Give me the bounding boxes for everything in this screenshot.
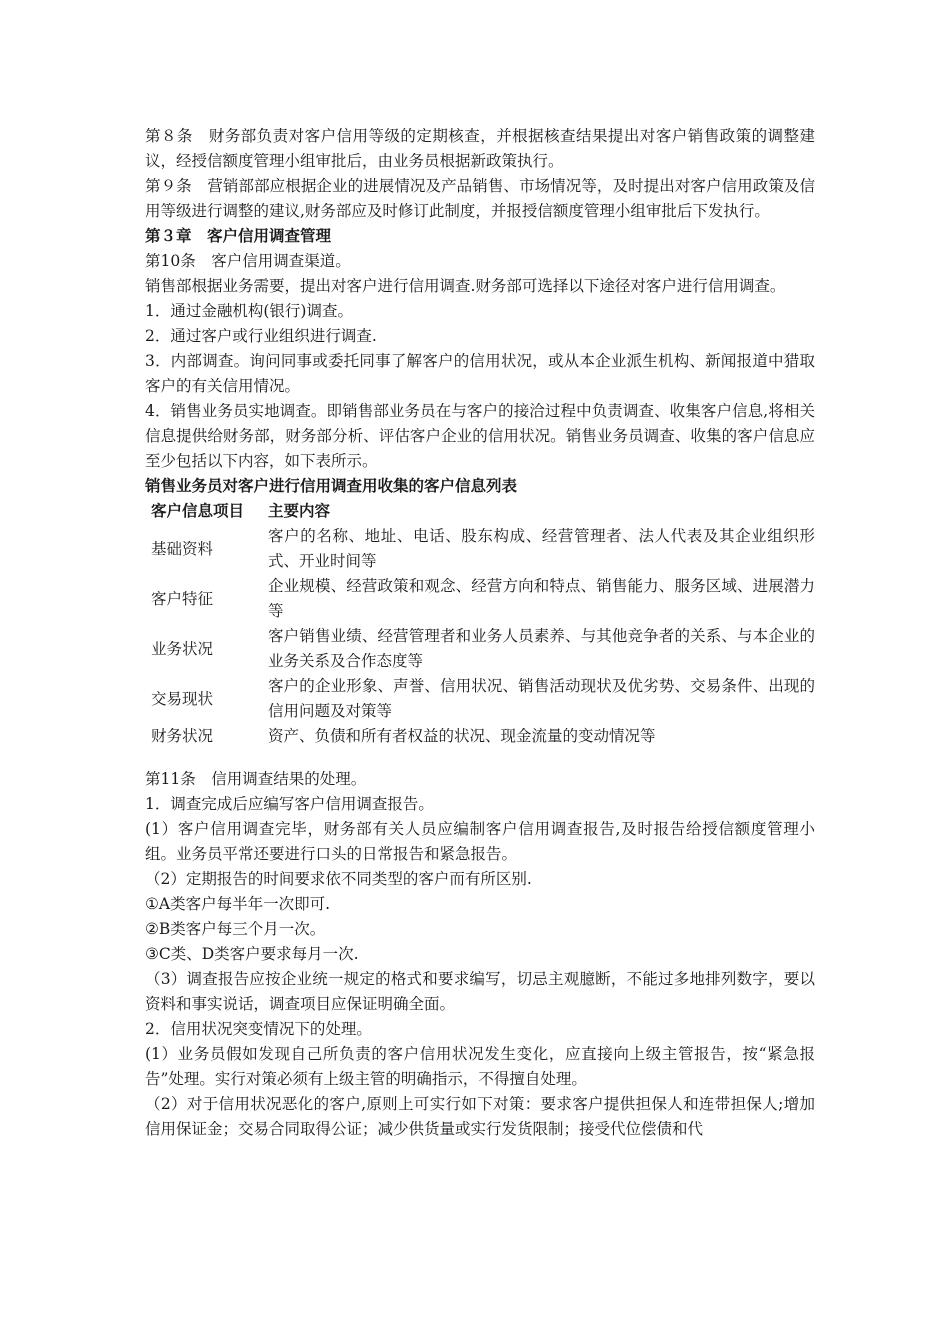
list-item: 4．销售业务员实地调查。即销售部业务员在与客户的接洽过程中负责调查、收集客户信息,将相关信息提供给财务部，财务部分析、评估客户企业的信用状况。销售业务员调查、收集的客户信息应至少包括以下内容，如下表所示。 <box>145 402 815 470</box>
table-row <box>151 724 815 749</box>
list-item: ①A类客户每半年一次即可. <box>145 895 331 913</box>
article-11: 第11条 信用调查结果的处理。 <box>145 770 367 788</box>
table-cell: 客户销售业绩、经营管理者和业务人员素养、与其他竞争者的关系、与本企业的业务关系及合作态度等 <box>268 627 815 670</box>
paragraph: （2）对于信用状况恶化的客户,原则上可实行如下对策：要求客户提供担保人和连带担保人;增加信用保证金；交易合同取得公证；减少供货量或实行发货限制；接受代位偿债和代 <box>145 1095 815 1138</box>
table-cell: 客户特征 <box>151 589 214 608</box>
list-item: 2．通过客户或行业组织进行调查. <box>145 327 377 345</box>
table-header: 主要内容 <box>268 502 331 520</box>
paragraph: 销售部根据业务需要，提出对客户进行信用调查.财务部可选择以下途径对客户进行信用调查。 <box>145 277 786 295</box>
table-header: 客户信息项目 <box>151 502 245 520</box>
table-row <box>151 624 815 674</box>
list-item: 3．内部调查。询问同事或委托同事了解客户的信用状况，或从本企业派生机构、新闻报道中猎取客户的有关信用情况。 <box>145 352 815 395</box>
table-row <box>151 674 815 724</box>
table-cell: 客户的名称、地址、电话、股东构成、经营管理者、法人代表及其企业组织形式、开业时间等 <box>268 527 815 570</box>
chapter-heading: 第３章 客户信用调查管理 <box>145 227 332 245</box>
table-cell: 财务状况 <box>151 727 214 745</box>
paragraph: （3）调查报告应按企业统一规定的格式和要求编写，切忌主观臆断，不能过多地排列数字，要以资料和事实说话，调查项目应保证明确全面。 <box>145 970 815 1013</box>
table-cell: 企业规模、经营政策和观念、经营方向和特点、销售能力、服务区域、进展潜力等 <box>268 577 815 620</box>
table-cell: 交易现状 <box>151 689 214 708</box>
paragraph: 1．调查完成后应编写客户信用调查报告。 <box>145 795 434 813</box>
table-cell: 基础资料 <box>151 539 214 558</box>
list-item: ②B类客户每三个月一次。 <box>145 920 326 938</box>
spacer <box>145 749 815 767</box>
table-cell: 客户的企业形象、声誉、信用状况、销售活动现状及优劣势、交易条件、出现的信用问题及对策等 <box>268 677 815 720</box>
article-10: 第10条 客户信用调查渠道。 <box>145 252 351 270</box>
paragraph: (1）业务员假如发现自己所负责的客户信用状况发生变化，应直接向上级主管报告，按“紧急报告”处理。实行对策必须有上级主管的明确指示，不得擅自处理。 <box>145 1045 815 1088</box>
table-cell: 资产、负债和所有者权益的状况、现金流量的变动情况等 <box>268 727 656 745</box>
table-row <box>151 574 815 624</box>
paragraph: 2．信用状况突变情况下的处理。 <box>145 1020 372 1038</box>
article-9: 第９条 营销部部应根据企业的进展情况及产品销售、市场情况等，及时提出对客户信用政策及信用等级进行调整的建议,财务部应及时修订此制度，并报授信额度管理小组审批后下发执行。 <box>145 177 815 220</box>
article-8: 第８条 财务部负责对客户信用等级的定期核查，并根据核查结果提出对客户销售政策的调整建议，经授信额度管理小组审批后，由业务员根据新政策执行。 <box>145 127 815 170</box>
paragraph: (1）客户信用调查完毕，财务部有关人员应编制客户信用调查报告,及时报告给授信额度管理小组。业务员平常还要进行口头的日常报告和紧急报告。 <box>145 820 815 863</box>
table-header-row <box>151 499 815 524</box>
table-row <box>151 524 815 574</box>
paragraph: （2）定期报告的时间要求依不同类型的客户而有所区别. <box>145 870 532 888</box>
table-title: 销售业务员对客户进行信用调查用收集的客户信息列表 <box>145 477 518 495</box>
document-page <box>145 124 815 1142</box>
table-cell: 业务状况 <box>151 639 214 658</box>
list-item: 1．通过金融机构(银行)调查。 <box>145 302 353 320</box>
list-item: ③C类、D类客户要求每月一次. <box>145 945 359 963</box>
customer-info-table <box>151 499 815 749</box>
